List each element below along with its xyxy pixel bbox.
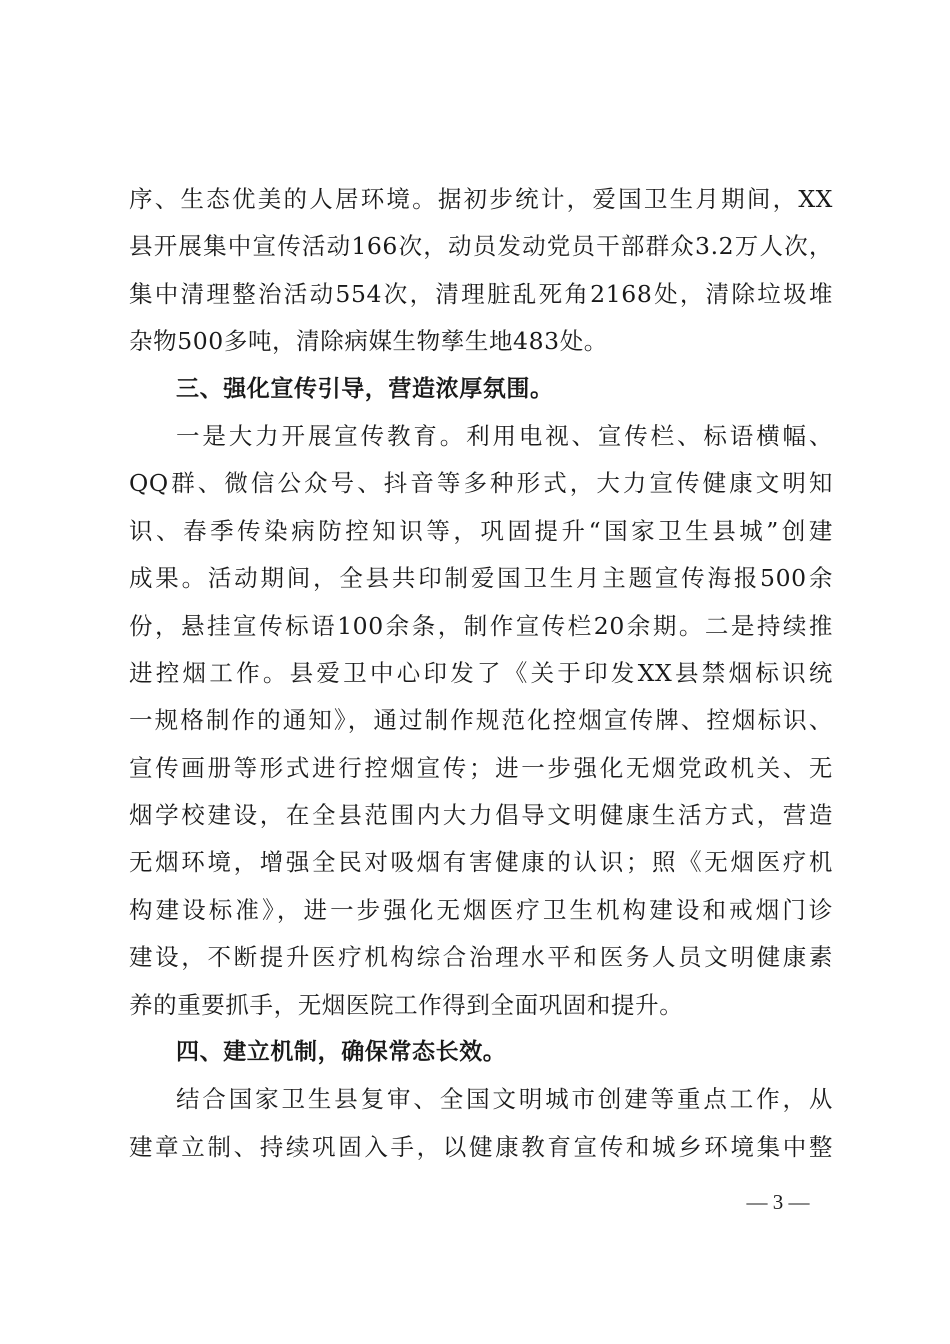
page-number: — 3 — [746, 1190, 810, 1214]
text-line: 无烟环境，增强全民对吸烟有害健康的认识；照《无烟医疗机 [129, 848, 833, 877]
text-line: 识、春季传染病防控知识等，巩固提升“国家卫生县城”创建 [129, 516, 833, 545]
text-line: 宣传画册等形式进行控烟宣传；进一步强化无烟党政机关、无 [129, 753, 833, 782]
text-line: 一规格制作的通知》，通过制作规范化控烟宣传牌、控烟标识、 [129, 706, 833, 735]
section-heading-3: 三、强化宣传引导，营造浓厚氛围。 [176, 375, 554, 402]
text-line: 县开展集中宣传活动166次，动员发动党员干部群众3.2万人次， [129, 232, 833, 261]
text-line: 结合国家卫生县复审、全国文明城市创建等重点工作，从 [176, 1085, 833, 1114]
text-line: 份，悬挂宣传标语100余条，制作宣传栏20余期。二是持续推 [129, 611, 833, 640]
text-line: 序、生态优美的人居环境。据初步统计，爱国卫生月期间，XX [129, 185, 833, 213]
body-text [129, 176, 833, 1171]
text-line: 烟学校建设，在全县范围内大力倡导文明健康生活方式，营造 [129, 801, 833, 830]
text-line: QQ群、微信公众号、抖音等多种形式，大力宣传健康文明知 [129, 469, 833, 498]
text-line: 建设，不断提升医疗机构综合治理水平和医务人员文明健康素 [129, 943, 833, 972]
text-line: 集中清理整治活动554次，清理脏乱死角2168处，清除垃圾堆 [129, 279, 833, 308]
text-line: 建章立制、持续巩固入手，以健康教育宣传和城乡环境集中整 [129, 1132, 833, 1161]
text-line: 杂物500多吨，清除病媒生物孳生地483处。 [129, 327, 608, 356]
text-line: 成果。活动期间，全县共印制爱国卫生月主题宣传海报500余 [129, 564, 833, 593]
text-line: 养的重要抓手，无烟医院工作得到全面巩固和提升。 [129, 990, 684, 1019]
text-line: 进控烟工作。县爱卫中心印发了《关于印发XX县禁烟标识统 [129, 658, 833, 687]
text-line: 构建设标准》，进一步强化无烟医疗卫生机构建设和戒烟门诊 [129, 895, 833, 924]
section-heading-4: 四、建立机制，确保常态长效。 [176, 1039, 507, 1066]
text-line: 一是大力开展宣传教育。利用电视、宣传栏、标语横幅、 [176, 421, 833, 450]
